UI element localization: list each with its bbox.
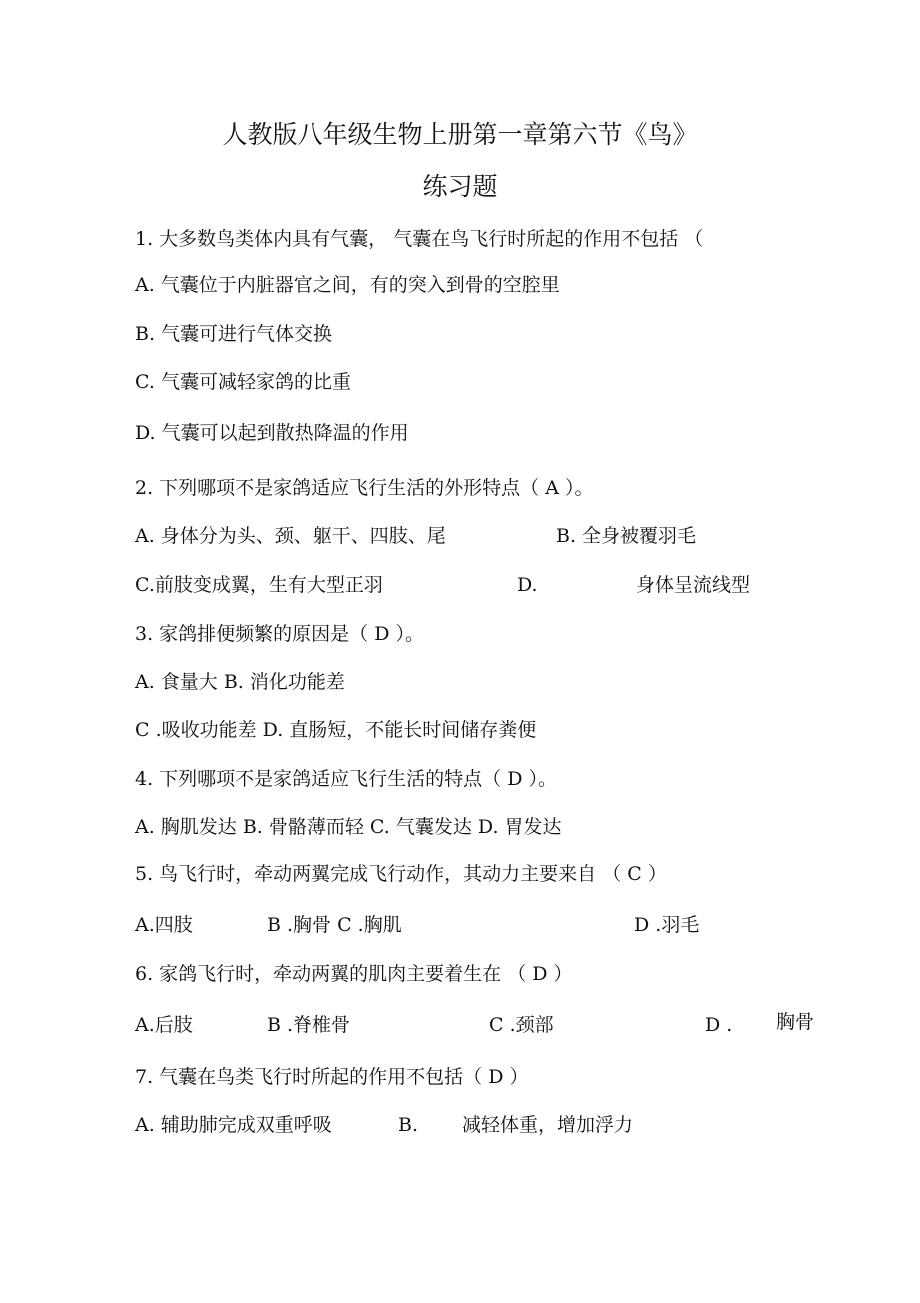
question-6-stem: 6. 家鸽飞行时，牵动两翼的肌肉主要着生在 （ D ） <box>135 963 573 985</box>
question-1-stem: 1. 大多数鸟类体内具有气囊， 气囊在鸟飞行时所起的作用不包括 （ <box>135 228 704 250</box>
question-2-option-d-text: 身体呈流线型 <box>636 574 751 596</box>
question-2-option-c: C.前肢变成翼，生有大型正羽 <box>135 574 383 596</box>
question-7-option-a: A. 辅助肺完成双重呼吸 <box>135 1114 332 1136</box>
question-6-option-c: C .颈部 <box>489 1014 554 1036</box>
question-4-stem: 4. 下列哪项不是家鸽适应飞行生活的特点（ D ）。 <box>135 768 557 790</box>
question-3-options-ab: A. 食量大 B. 消化功能差 <box>135 671 345 693</box>
question-5-option-d: D .羽毛 <box>634 914 700 936</box>
question-6-option-a: A.后肢 <box>135 1014 193 1036</box>
question-5-options-bc: B .胸骨 C .胸肌 <box>267 914 402 936</box>
question-3-options-cd: C .吸收功能差 D. 直肠短，不能长时间储存粪便 <box>135 719 537 741</box>
question-1-option-d: D. 气囊可以起到散热降温的作用 <box>135 422 409 444</box>
question-6-option-d-text: 胸骨 <box>776 1011 815 1033</box>
document-title: 人教版八年级生物上册第一章第六节《鸟》 <box>222 120 698 149</box>
question-1-option-b: B. 气囊可进行气体交换 <box>135 323 333 345</box>
question-1-option-a: A. 气囊位于内脏器官之间，有的突入到骨的空腔里 <box>135 274 560 296</box>
document-subtitle: 练习题 <box>422 172 498 201</box>
question-6-option-d-label: D . <box>705 1014 733 1036</box>
question-1-option-c: C. 气囊可减轻家鸽的比重 <box>135 371 351 393</box>
question-6-option-b: B .脊椎骨 <box>267 1014 351 1036</box>
question-2-option-a: A. 身体分为头、颈、躯干、四肢、尾 <box>135 525 446 547</box>
question-7-stem: 7. 气囊在鸟类飞行时所起的作用不包括（ D ） <box>135 1066 529 1088</box>
question-7-option-b-text: 减轻体重，增加浮力 <box>462 1114 634 1136</box>
question-2-option-b: B. 全身被覆羽毛 <box>556 525 697 547</box>
question-5-option-a: A.四肢 <box>135 914 193 936</box>
question-2-stem: 2. 下列哪项不是家鸽适应飞行生活的外形特点（ A ）。 <box>135 477 594 499</box>
question-2-option-d-label: D. <box>517 574 538 596</box>
question-4-options: A. 胸肌发达 B. 骨骼薄而轻 C. 气囊发达 D. 胃发达 <box>135 816 562 838</box>
question-3-stem: 3. 家鸽排便频繁的原因是（ D ）。 <box>135 623 424 645</box>
question-7-option-b-label: B. <box>398 1114 419 1136</box>
question-5-stem: 5. 鸟飞行时，牵动两翼完成飞行动作，其动力主要来自 （ C ） <box>135 863 667 885</box>
